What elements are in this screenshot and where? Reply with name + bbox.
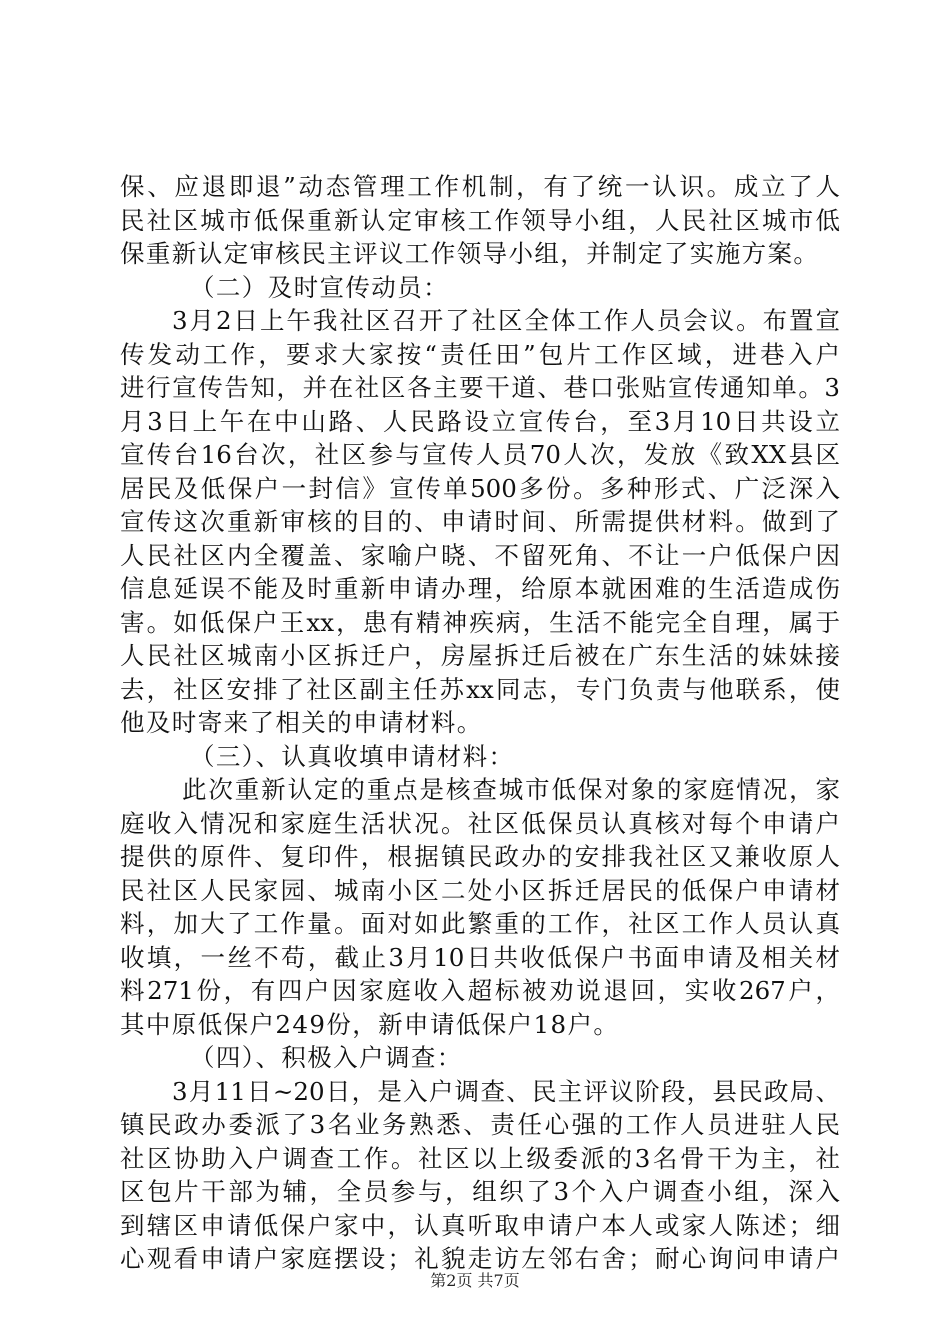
text-line: 信息延误不能及时重新申请办理，给原本就困难的生活造成伤 [120, 574, 840, 603]
text-line: 社区协助入户调查工作。社区以上级委派的3名骨干为主，社 [120, 1143, 840, 1173]
page-number-footer: 第2页 共7页 [430, 1271, 520, 1290]
text-line: 人民社区内全覆盖、家喻户晓、不留死角、不让一户低保户因 [120, 540, 840, 570]
text-line: 庭收入情况和家庭生活状况。社区低保员认真核对每个申请户 [120, 808, 840, 838]
document-body [120, 170, 840, 1276]
text-line: 到辖区申请低保户家中，认真听取申请户本人或家人陈述；细 [120, 1210, 840, 1240]
text-line: 居民及低保户一封信》宣传单500多份。多种形式、广泛深入 [120, 473, 840, 503]
text-line: 心观看申请户家庭摆设；礼貌走访左邻右舍；耐心询问申请户 [120, 1244, 840, 1273]
text-line: 去，社区安排了社区副主任苏xx同志，专门负责与他联系，使 [120, 674, 840, 704]
text-line: 保重新认定审核民主评议工作领导小组，并制定了实施方案。 [120, 239, 820, 268]
text-line: 他及时寄来了相关的申请材料。 [120, 708, 483, 737]
paragraph-first-line: 3月11日~20日，是入户调查、民主评议阶段，县民政局、 [172, 1076, 840, 1106]
paragraph-first-line: 此次重新认定的重点是核查城市低保对象的家庭情况，家 [182, 775, 840, 804]
text-line: 人民社区城南小区拆迁户，房屋拆迁后被在广东生活的妹妹接 [120, 641, 840, 670]
text-line: 保、应退即退”动态管理工作机制，有了统一认识。成立了人 [120, 172, 840, 201]
text-line: 其中原低保户249份，新申请低保户18户。 [120, 1009, 620, 1039]
text-line: 传发动工作，要求大家按“责任田”包片工作区域，进巷入户 [120, 339, 840, 369]
text-line: 区包片干部为辅，全员参与，组织了3个入户调查小组，深入 [120, 1177, 840, 1206]
section-heading: （四）、积极入户调查： [190, 1043, 463, 1072]
text-line: 宣传这次重新审核的目的、申请时间、所需提供材料。做到了 [120, 507, 840, 536]
text-line: 宣传台16台次，社区参与宣传人员70人次，发放《致XX县区 [120, 440, 840, 469]
section-heading: （二）及时宣传动员： [190, 272, 449, 302]
text-line: 民社区人民家园、城南小区二处小区拆迁居民的低保户申请材 [120, 875, 840, 905]
text-line: 进行宣传告知，并在社区各主要干道、巷口张贴宣传通知单。3 [120, 373, 840, 402]
text-line: 民社区城市低保重新认定审核工作领导小组，人民社区城市低 [120, 205, 840, 235]
text-line: 提供的原件、复印件，根据镇民政办的安排我社区又兼收原人 [120, 842, 840, 871]
text-line: 收填，一丝不苟，截止3月10日共收低保户书面申请及相关材 [120, 942, 840, 972]
section-heading: （三）、认真收填申请材料： [190, 741, 515, 771]
text-line: 镇民政办委派了3名业务熟悉、责任心强的工作人员进驻人民 [120, 1110, 840, 1139]
text-line: 月3日上午在中山路、人民路设立宣传台，至3月10日共设立 [120, 406, 840, 436]
text-line: 害。如低保户王xx，患有精神疾病，生活不能完全自理，属于 [120, 607, 840, 637]
paragraph-first-line: 3月2日上午我社区召开了社区全体工作人员会议。布置宣 [172, 306, 840, 335]
text-line: 料，加大了工作量。面对如此繁重的工作，社区工作人员认真 [120, 909, 840, 938]
text-line: 料271份，有四户因家庭收入超标被劝说退回，实收267户， [120, 976, 840, 1005]
